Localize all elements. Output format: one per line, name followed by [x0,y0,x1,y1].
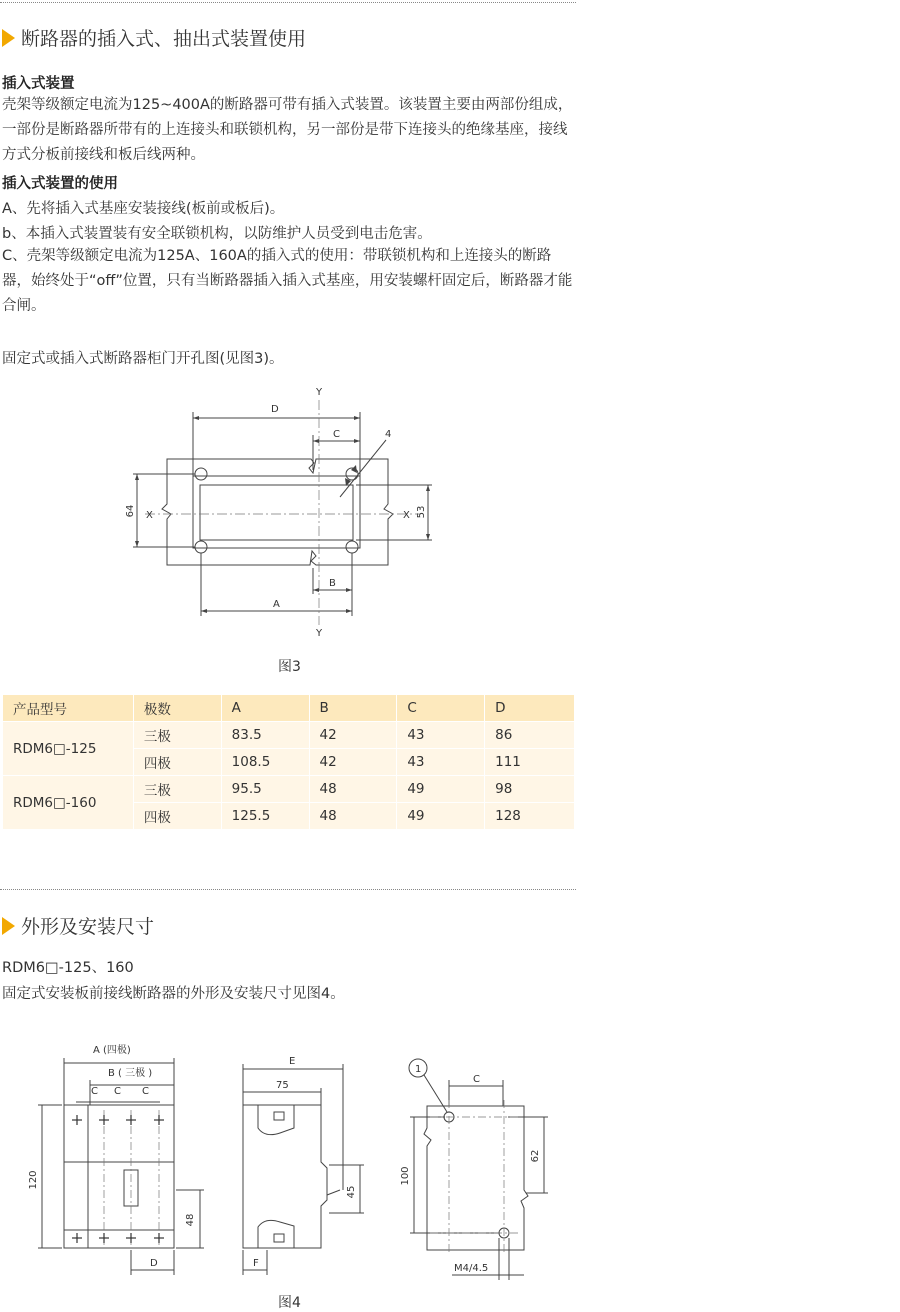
triangle-bullet-icon [2,29,15,47]
fig4-side-dim-75: 75 [276,1080,289,1091]
table-cell: 95.5 [221,776,309,803]
section-heading-plugin [2,24,306,51]
subheading-plugin-device: 插入式装置 [2,76,75,92]
table-cell: 42 [309,749,397,776]
table-cell: 108.5 [221,749,309,776]
fig4-front-label-a: A (四极) [93,1045,131,1056]
fig4-side-label-f: F [253,1258,259,1269]
table-cell: 四极 [133,803,221,830]
model-line: RDM6□-125、160 [2,960,134,976]
fig3-label-d: D [271,404,279,415]
figure-4-outline-drawing [20,1035,580,1280]
fig4-front-label-c2: C [114,1086,121,1097]
top-dotted-divider [0,2,576,3]
fig3-label-y-top: Y [316,387,323,398]
table-cell: 43 [397,722,485,749]
table-cell: 三极 [133,776,221,803]
fig4-front-label-c1: C [91,1086,98,1097]
fig3-dim-64: 64 [125,504,136,518]
table-row [3,722,575,749]
table-cell: 48 [309,803,397,830]
figure-3-door-cutout-drawing [120,380,450,645]
table-header-row [3,695,575,722]
table-cell: 49 [397,776,485,803]
dimension-table [2,694,575,830]
table-cell: 48 [309,776,397,803]
section-heading-dimensions [2,912,154,939]
header-cell: A [221,695,309,722]
subheading-plugin-usage: 插入式装置的使用 [2,176,118,192]
fig4-hole-label-m: M4/4.5 [454,1263,489,1274]
table-row [3,776,575,803]
usage-item-b: b、本插入式装置装有安全联锁机构，以防维护人员受到电击危害。 [2,226,432,242]
figure-4-caption: 图4 [278,1295,301,1311]
fig3-label-b: B [329,578,336,589]
table-cell: 83.5 [221,722,309,749]
fig3-label-4: 4 [385,429,392,440]
header-cell: D [485,695,575,722]
section-title: 外形及安装尺寸 [21,916,155,938]
fig4-side-dim-45: 45 [346,1185,357,1199]
fig4-front-label-c3: C [142,1086,149,1097]
fig4-side-label-e: E [289,1056,296,1067]
table-cell: 98 [485,776,575,803]
header-cell: 极数 [133,695,221,722]
paragraph-plugin-device: 壳架等级额定电流为125~400A的断路器可带有插入式装置。该装置主要由两部份组成，一部份是断路器所带有的上连接头和联锁机构，另一部份是带下连接头的绝缘基座，接线方式分板前接线和板后线两种。 [2,97,573,163]
table-cell: 三极 [133,722,221,749]
figure-3-caption: 图3 [278,659,301,675]
door-cutout-note: 固定式或插入式断路器柜门开孔图(见图3)。 [2,351,284,367]
triangle-bullet-icon [2,917,15,935]
header-cell: C [397,695,485,722]
fig4-hole-dim-62: 62 [530,1149,541,1163]
fig4-front-dim-120: 120 [28,1170,39,1190]
table-cell: 111 [485,749,575,776]
fig4-hole-circle-1: 1 [415,1064,422,1075]
fig3-label-x-left: X [146,510,153,521]
fig3-label-y-bottom: Y [316,628,323,639]
model-cell: RDM6□-125 [3,722,134,776]
fig4-hole-label-c: C [473,1074,480,1085]
table-cell: 128 [485,803,575,830]
section-title: 断路器的插入式、抽出式装置使用 [21,28,307,50]
table-cell: 86 [485,722,575,749]
fig3-dim-53: 53 [416,505,427,519]
usage-item-c: C、壳架等级额定电流为125A、160A的插入式的使用：带联锁机构和上连接头的断路器，始终处于“off”位置，只有当断路器插入插入式基座，用安装螺杆固定后，断路器才能合闸。 [2,248,573,314]
table-cell: 四极 [133,749,221,776]
fig3-label-a: A [273,599,280,610]
table-cell: 42 [309,722,397,749]
fig4-hole-dim-100: 100 [400,1166,411,1186]
usage-item-a: A、先将插入式基座安装接线(板前或板后)。 [2,201,285,217]
fig3-label-c: C [333,429,340,440]
table-cell: 49 [397,803,485,830]
model-cell: RDM6□-160 [3,776,134,830]
table-cell: 43 [397,749,485,776]
figure-4-description: 固定式安装板前接线断路器的外形及安装尺寸见图4。 [2,986,345,1002]
fig4-front-dim-48: 48 [185,1213,196,1227]
header-cell: B [309,695,397,722]
fig4-front-label-d: D [150,1258,158,1269]
table-cell: 125.5 [221,803,309,830]
header-cell: 产品型号 [3,695,134,722]
fig3-label-x-right: X [403,510,410,521]
middle-dotted-divider [0,889,576,890]
fig4-front-label-b: B ( 三极 ) [108,1068,153,1079]
